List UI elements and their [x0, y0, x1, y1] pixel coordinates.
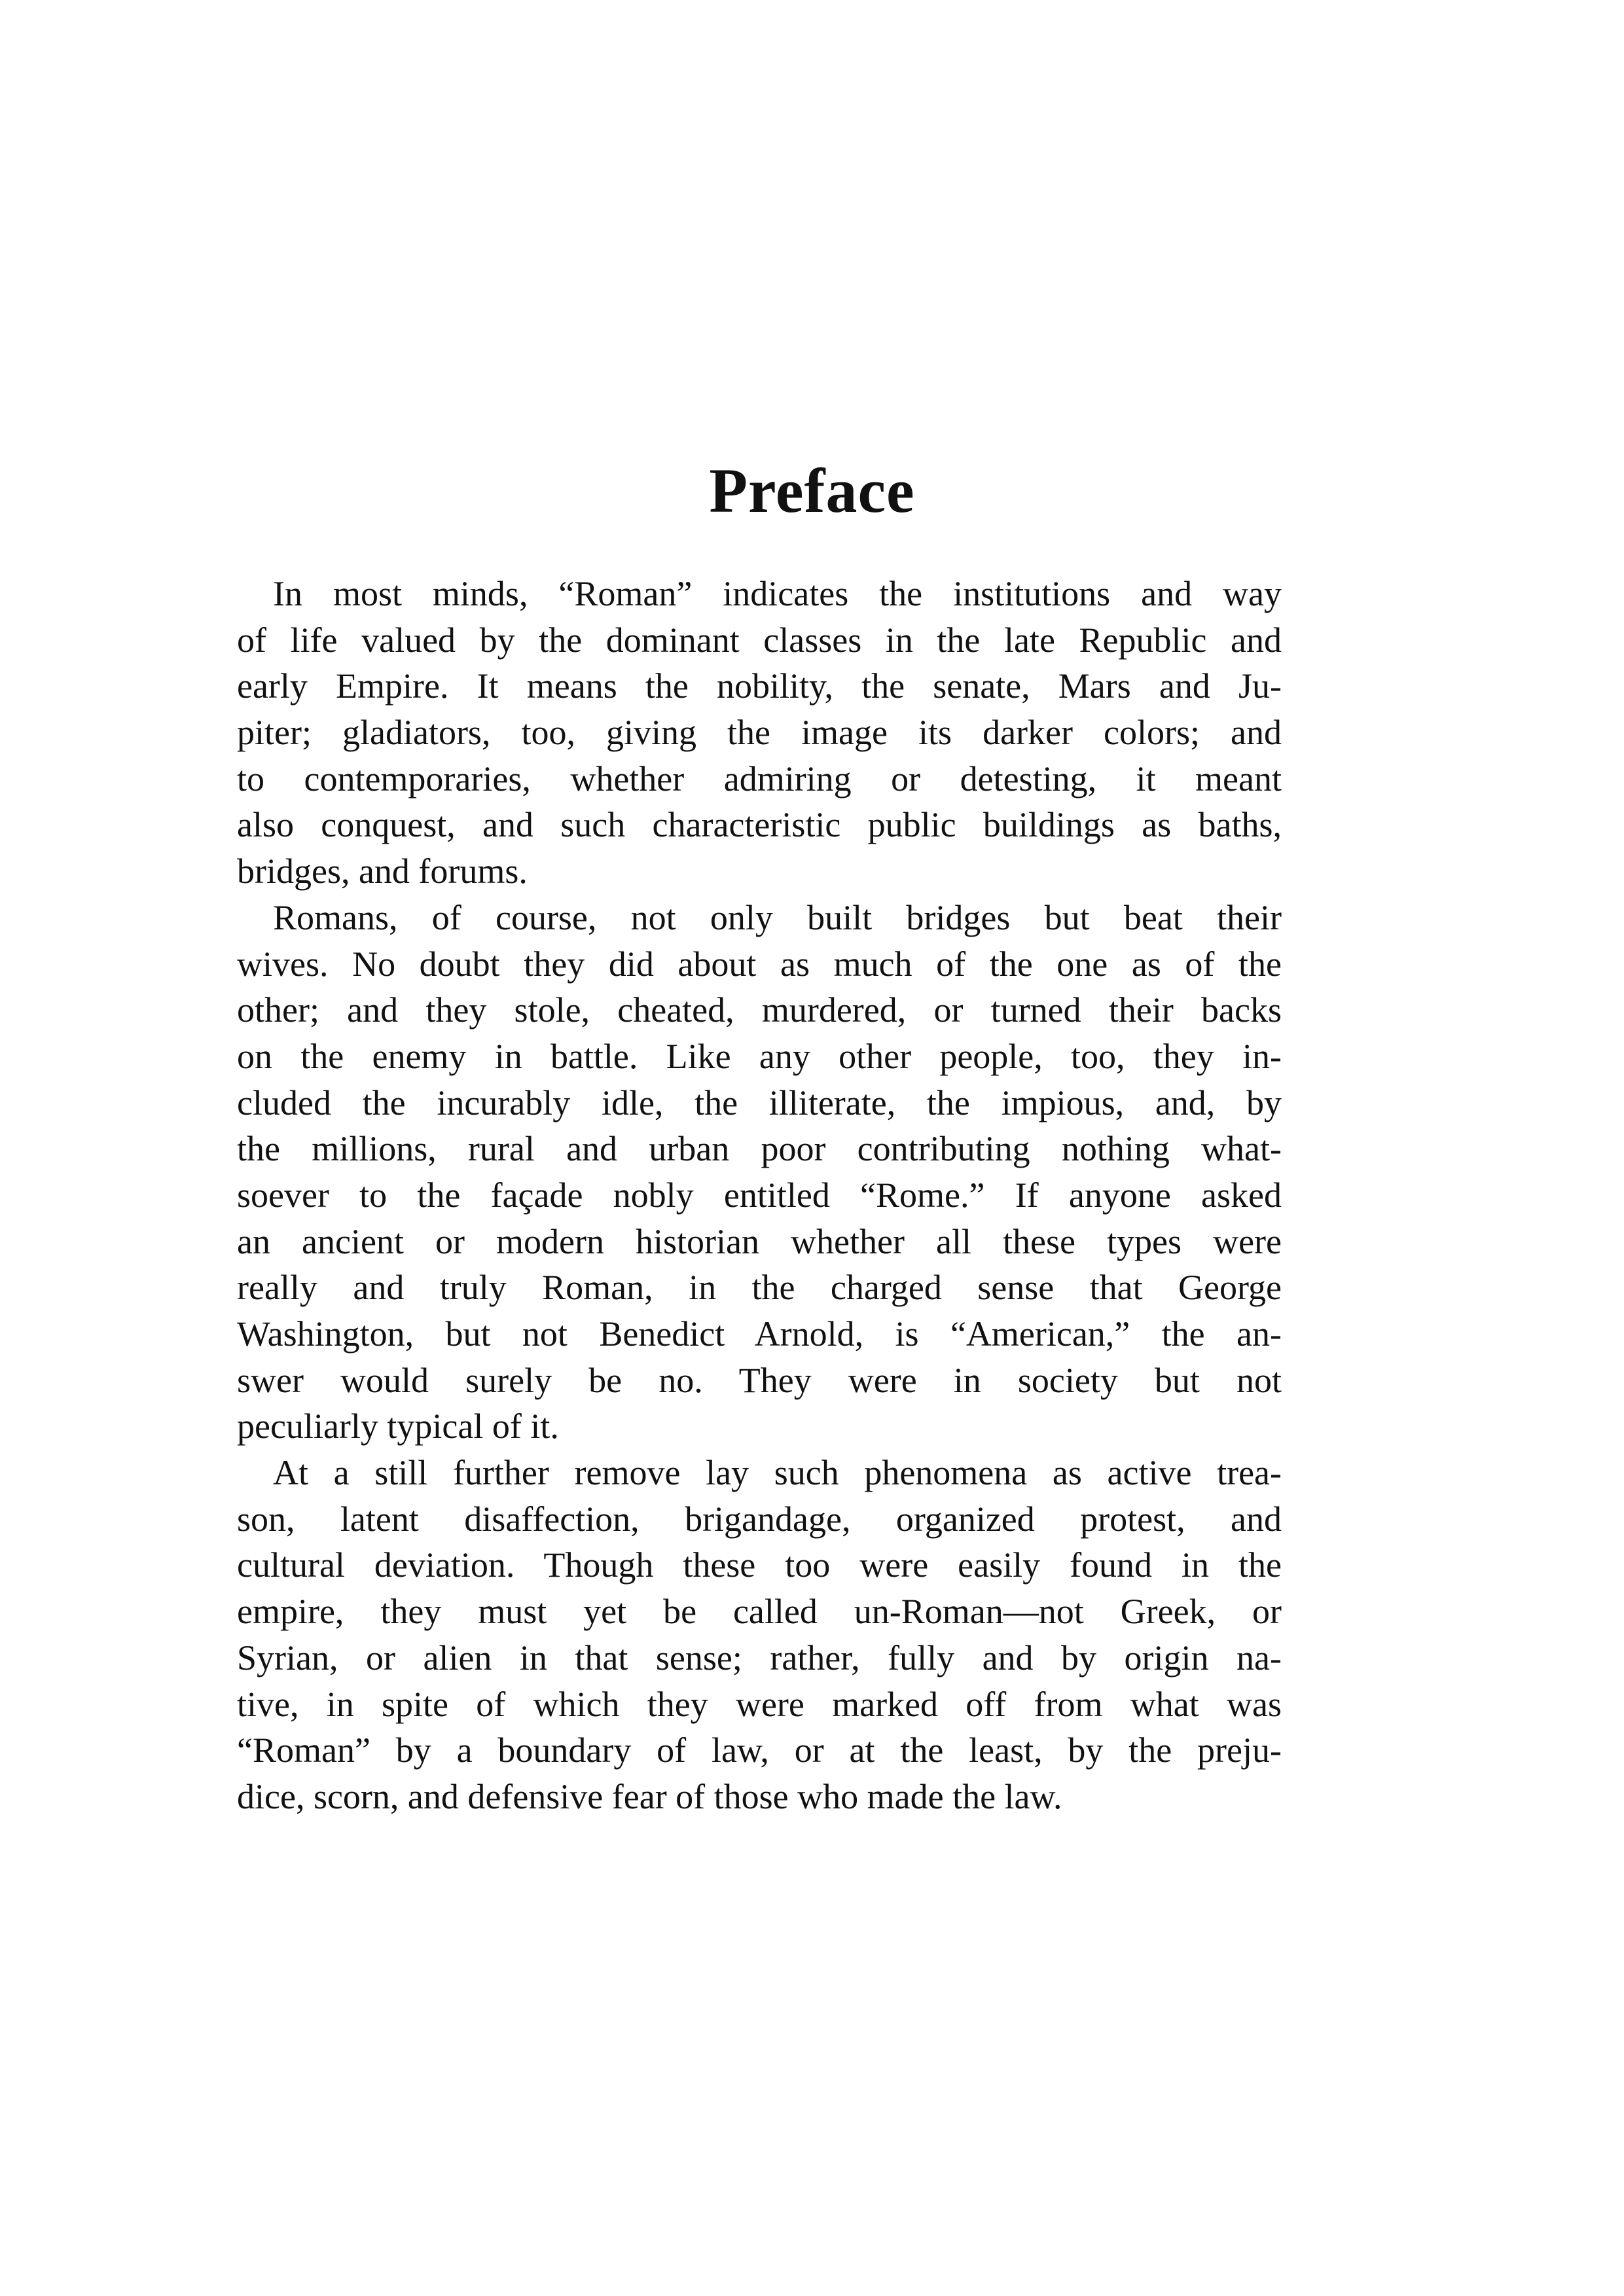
paragraph-3: [237, 1450, 1282, 1820]
text-line: In most minds, “Roman” indicates the institutions and way: [273, 574, 1282, 613]
text-line: At a still further remove lay such phenomena as active trea-: [273, 1453, 1282, 1493]
text-line: cultural deviation. Though these too were easily found in the: [237, 1545, 1282, 1585]
paragraph-2: [237, 895, 1282, 1450]
text-line: really and truly Roman, in the charged sense that George: [237, 1268, 1282, 1308]
text-line: Washington, but not Benedict Arnold, is “American,” the an-: [237, 1314, 1282, 1354]
body-text: [237, 571, 1282, 1820]
text-line: also conquest, and such characteristic public buildings as baths,: [237, 805, 1282, 845]
text-line: early Empire. It means the nobility, the senate, Mars and Ju-: [237, 666, 1282, 706]
text-line: of life valued by the dominant classes in the late Republic and: [237, 620, 1282, 660]
text-line: on the enemy in battle. Like any other people, too, they in-: [237, 1036, 1282, 1076]
text-line: peculiarly typical of it.: [237, 1407, 559, 1446]
text-line: son, latent disaffection, brigandage, organized protest, and: [237, 1499, 1282, 1539]
text-line: cluded the incurably idle, the illiterate, the impious, and, by: [237, 1083, 1282, 1122]
text-line: to contemporaries, whether admiring or detesting, it meant: [237, 759, 1282, 798]
text-line: swer would surely be no. They were in society but not: [237, 1360, 1282, 1400]
text-line: other; and they stole, cheated, murdered, or turned their backs: [237, 990, 1282, 1030]
text-line: Syrian, or alien in that sense; rather, fully and by origin na-: [237, 1638, 1282, 1677]
page-title: Preface: [709, 456, 915, 526]
text-line: soever to the façade nobly entitled “Rome.” If anyone asked: [237, 1175, 1282, 1215]
text-line: “Roman” by a boundary of law, or at the least, by the preju-: [237, 1731, 1282, 1770]
paragraph-1: [237, 571, 1282, 895]
text-line: bridges, and forums.: [237, 852, 528, 891]
text-line: the millions, rural and urban poor contributing nothing what-: [237, 1129, 1282, 1169]
text-line: dice, scorn, and defensive fear of those who made the law.: [237, 1776, 1062, 1816]
text-line: wives. No doubt they did about as much of the one as of the: [237, 944, 1282, 984]
text-line: empire, they must yet be called un-Roman—not Greek, or: [237, 1592, 1282, 1632]
text-line: tive, in spite of which they were marked off from what was: [237, 1684, 1282, 1724]
text-line: Romans, of course, not only built bridges but beat their: [273, 897, 1282, 937]
text-line: piter; gladiators, too, giving the image its darker colors; and: [237, 713, 1282, 753]
text-line: an ancient or modern historian whether all these types were: [237, 1221, 1282, 1261]
